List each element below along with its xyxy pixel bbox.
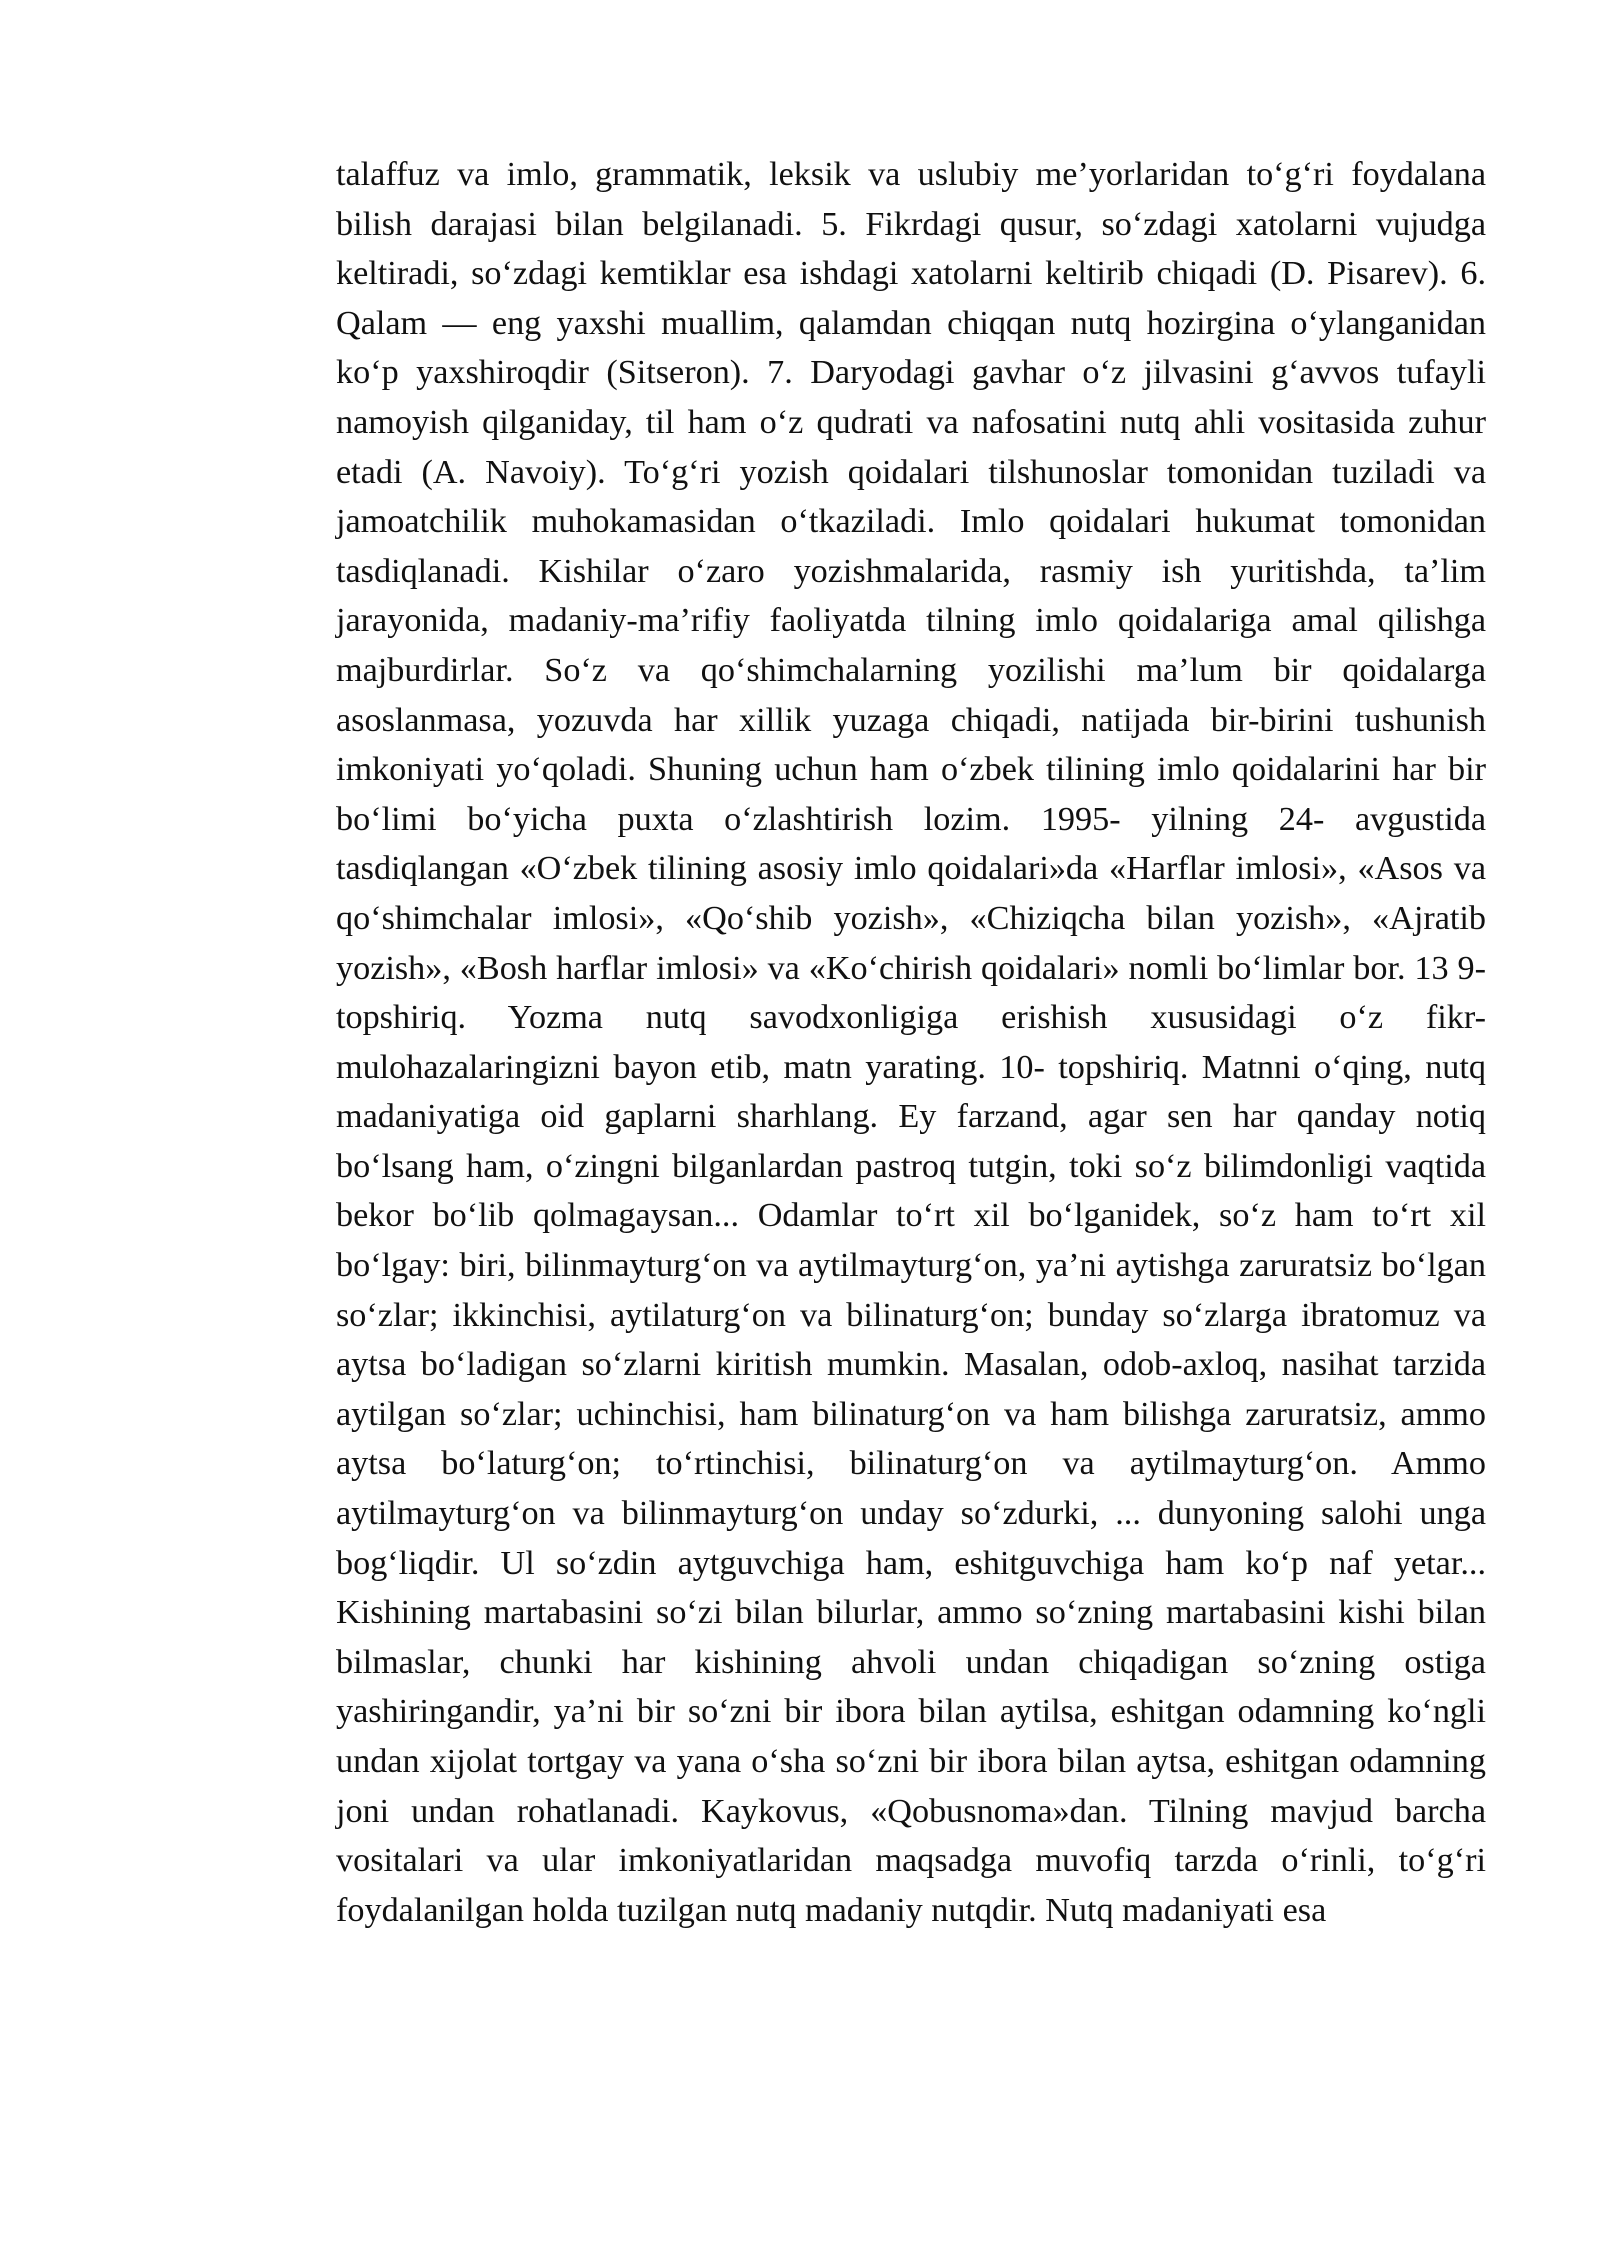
body-paragraph: talaffuz va imlo, grammatik, leksik va uslubiy me’yorlaridan to‘g‘ri foydalana bilish darajasi bilan belgilanadi. 5. Fikrdagi qusur, so‘zdagi xatolarni vujudga keltiradi, so‘zdagi kemtiklar esa ishdagi xatolarni keltirib chiqadi (D. Pisarev). 6. Qalam — eng yaxshi muallim, qalamdan chiqqan nutq hozirgina o‘ylanganidan ko‘p yaxshiroqdir (Sitseron). 7. Daryodagi gavhar o‘z jilvasini g‘avvos tufayli namoyish qilganiday, til ham o‘z qudrati va nafosatini nutq ahli vositasida zuhur etadi (A. Navoiy). To‘g‘ri yozish qoidalari tilshunoslar tomonidan tuziladi va jamoatchilik muhokamasidan o‘tkaziladi. Imlo qoidalari hukumat tomonidan tasdiqlanadi. Kishilar o‘zaro yozishmalarida, rasmiy ish yuritishda, ta’lim jarayonida, madaniy-ma’rifiy faoliyatda tilning imlo qoidalariga amal qilishga majburdirlar. So‘z va qo‘shimchalarning yozilishi ma’lum bir qoidalarga asoslanmasa, yozuvda har xillik yuzaga chiqadi, natijada bir-birini tushunish imkoniyati yo‘qoladi. Shuning uchun ham o‘zbek tilining imlo qoidalarini har bir bo‘limi bo‘yicha puxta o‘zlashtirish lozim. 1995- yilning 24- avgustida tasdiqlangan «O‘zbek tilining asosiy imlo qoidalari»da «Harflar imlosi», «Asos va qo‘shimchalar imlosi», «Qo‘shib yozish», «Chiziqcha bilan yozish», «Ajratib yozish», «Bosh harflar imlosi» va «Ko‘chirish qoidalari» nomli bo‘limlar bor. 13 9- topshiriq. Yozma nutq savodxonligiga erishish xususidagi o‘z fikr-mulohazalaringizni bayon etib, matn yarating. 10- topshiriq. Matnni o‘qing, nutq madaniyatiga oid gaplarni sharhlang. Ey farzand, agar sen har qanday notiq bo‘lsang ham, o‘zingni bilganlardan pastroq tutgin, toki so‘z bilimdonligi vaqtida bekor bo‘lib qolmagaysan... Odamlar to‘rt xil bo‘lganidek, so‘z ham to‘rt xil bo‘lgay: biri, bilinmayturg‘on va aytilmayturg‘on, ya’ni aytishga zaruratsiz bo‘lgan so‘zlar; ikkinchisi, aytilaturg‘on va bilinaturg‘on; bunday so‘zlarga ibratomuz va aytsa bo‘ladigan so‘zlarni kiritish mumkin. Masalan, odob-axloq, nasihat tarzida aytilgan so‘zlar; uchinchisi, ham bilinaturg‘on va ham bilishga zaruratsiz, ammo aytsa bo‘laturg‘on; to‘rtinchisi, bilinaturg‘on va aytilmayturg‘on. Ammo aytilmayturg‘on va bilinmayturg‘on unday so‘zdurki, ... dunyoning salohi unga bog‘liqdir. Ul so‘zdin aytguvchiga ham, eshitguvchiga ham ko‘p naf yetar... Kishining martabasini so‘zi bilan bilurlar, ammo so‘zning martabasini kishi bilan bilmaslar, chunki har kishining ahvoli undan chiqadigan so‘zning ostiga yashiringandir, ya’ni bir so‘zni bir ibora bilan aytilsa, eshitgan odamning ko‘ngli undan xijolat tortgay va yana o‘sha so‘zni bir ibora bilan aytsa, eshitgan odamning joni undan rohatlanadi. Kaykovus, «Qobusnoma»dan. Tilning mavjud barcha vositalari va ular imkoniyatlaridan maqsadga muvofiq tarzda o‘rinli, to‘g‘ri foydalanilgan holda tuzilgan nutq madaniy nutqdir. Nutq madaniyati esa — [336, 156, 1486, 1929]
